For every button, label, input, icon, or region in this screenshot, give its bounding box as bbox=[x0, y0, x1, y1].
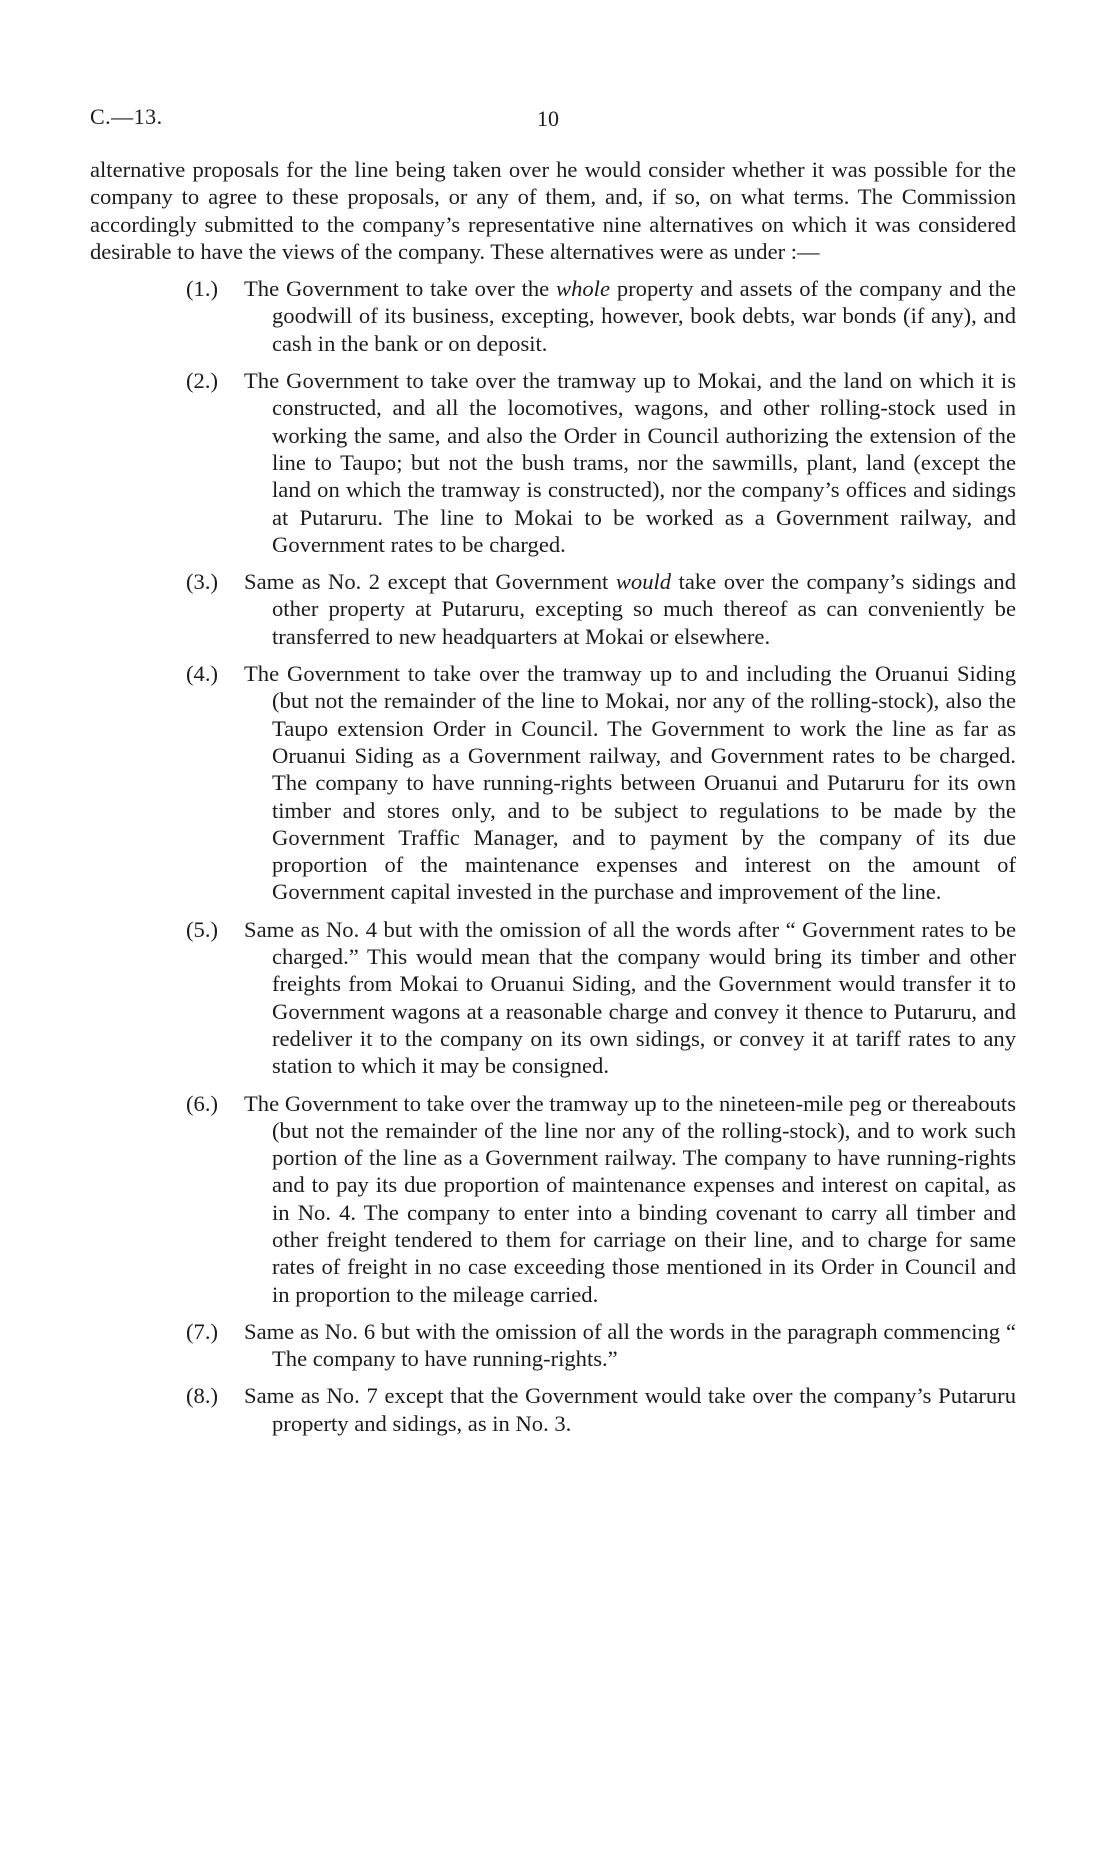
alternative-number: (8.) bbox=[186, 1383, 218, 1409]
alternative-text-part: The Government to take over the tramway up to the nineteen-mile peg or thereabouts (but not the remainder of the line nor any of the rolling-stock), and to work such portion of the line as a Government railway. The company to have running-rights and to pay its due proportion of maintenance expenses and interest on capital, as in No. 4. The company to enter into a binding covenant to carry all timber and other freight tendered to them for carriage on their line, and to charge for same rates of freight in no case exceeding those mentioned in its Order in Council and in proportion to the mileage carried. bbox=[244, 1090, 1016, 1307]
alternative-text-part: The Government to take over the bbox=[244, 276, 557, 302]
alternative-text-part: Same as No. 7 except that the Government would take over the company’s Putaruru property and sidings, as in No. 3. bbox=[244, 1383, 1016, 1436]
alternative-text-part: take over the company’s sidings and other property at Putaruru, excepting so much thereof as can conveniently be transferred to new headquarters at Mokai or elsewhere. bbox=[272, 569, 1017, 649]
intro-paragraph: alternative proposals for the line being taken over he would consider whether it was possible for the company to agree to these proposals, or any of them, and, if so, on what terms. The Commission accordingly submitted to the company’s representative nine alternatives on which it was considered desirable to have the views of the company. These alternatives were as under :— bbox=[90, 157, 1016, 264]
alternative-number: (7.) bbox=[186, 1318, 218, 1344]
alternative-text bbox=[244, 1382, 1016, 1437]
alternative-text-part: The Government to take over the tramway up to and including the Oruanui Siding (but not the remainder of the line to Mokai, nor any of the rolling-stock), also the Taupo extension Order in Council. The Government to work the line as far as Oruanui Siding as a Government railway, and Government rates to be charged. The company to have running-rights between Oruanui and Putaruru for its own timber and stores only, and to be subject to regulations to be made by the Government Traffic Manager, and to payment by the company of its due proportion of the maintenance expenses and interest on the amount of Government capital invested in the purchase and improvement of the line. bbox=[244, 661, 1016, 905]
alternative-number: (4.) bbox=[186, 661, 218, 687]
alternative-6 bbox=[90, 1090, 1016, 1308]
alternative-text-part: Same as No. 4 but with the omission of all the words after “ Government rates to be charged.” This would mean that the company would bring its timber and other freights from Mokai to Oruanui Siding, and the Government would transfer it to Government wagons at a reasonable charge and convey it thence to Putaruru, and redeliver it to the company on its own sidings, or convey it at tariff rates to any station to which it may be consigned. bbox=[244, 916, 1016, 1079]
alternative-text-part: Same as No. 6 but with the omission of all the words in the paragraph commencing “ The company to have running-rights.” bbox=[244, 1318, 1016, 1372]
alternative-text bbox=[244, 1090, 1016, 1308]
emphasized-word: whole bbox=[556, 276, 610, 302]
emphasized-word: would bbox=[615, 569, 672, 595]
alternative-text bbox=[244, 367, 1016, 558]
alternative-text-part: property and assets of the company and the goodwill of its business, excepting, however, book debts, war bonds (if any), and cash in the bank or on deposit. bbox=[272, 276, 1017, 356]
alternative-2 bbox=[90, 367, 1016, 558]
page-number: 10 bbox=[537, 106, 559, 131]
alternative-5 bbox=[90, 916, 1016, 1080]
alternative-text-part: The Government to take over the tramway up to Mokai, and the land on which it is constructed, and all the locomotives, wagons, and other rolling-stock used in working the same, and also the Order in Council authorizing the extension of the line to Taupo; but not the bush trams, nor the sawmills, plant, land (except the land on which the tramway is constructed), nor the company’s offices and sidings at Putaruru. The line to Mokai to be worked as a Government railway, and Government rates to be charged. bbox=[244, 368, 1016, 557]
alternative-7 bbox=[90, 1318, 1016, 1373]
alternative-1 bbox=[90, 275, 1016, 357]
alternative-text-part: Same as No. 2 except that Government bbox=[244, 569, 616, 595]
document-body bbox=[90, 156, 1016, 1447]
alternative-number: (6.) bbox=[186, 1090, 218, 1116]
alternative-4 bbox=[90, 660, 1016, 906]
alternative-number: (1.) bbox=[186, 276, 218, 302]
alternative-text bbox=[244, 1318, 1016, 1373]
alternative-text bbox=[244, 275, 1017, 357]
alternative-text bbox=[244, 568, 1017, 650]
alternative-number: (3.) bbox=[186, 569, 218, 595]
document-reference: C.—13. bbox=[90, 104, 163, 129]
alternative-8 bbox=[90, 1382, 1016, 1437]
alternative-text bbox=[244, 660, 1016, 906]
alternative-number: (2.) bbox=[186, 368, 218, 394]
alternative-number: (5.) bbox=[186, 916, 218, 942]
alternative-text bbox=[244, 916, 1016, 1080]
alternative-3 bbox=[90, 568, 1016, 650]
